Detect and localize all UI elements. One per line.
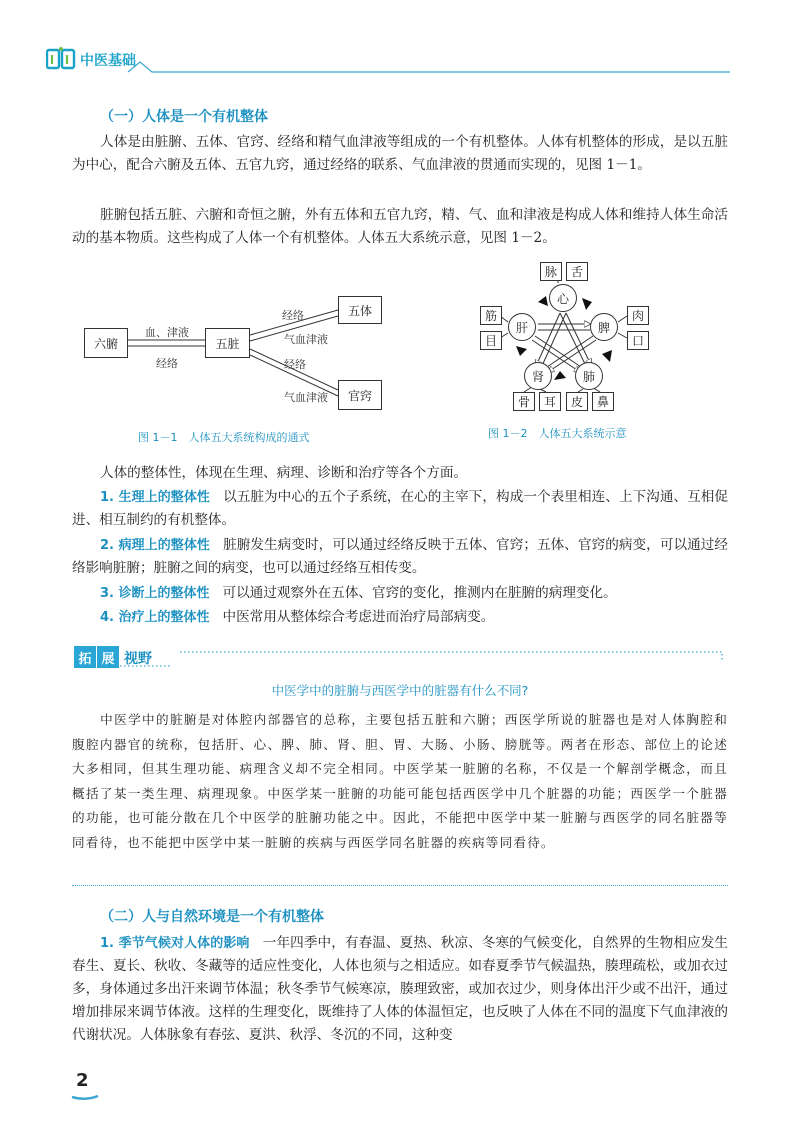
node-guanqiao: 官窍 [338,380,382,410]
section1-p1-text: 人体是由脏腑、五体、官窍、经络和精气血津液等组成的一个有机整体。人体有机整体的形成，是以五脏为中心，配合六腑及五体、五官九窍，通过经络的联系、气血津液的贯通而实现的，见图 1－1。 [72,134,728,173]
part-jin: 筋 [480,306,502,325]
label-qixuejinye-upper: 气血津液 [284,333,328,346]
label-jingluo-upper: 经络 [282,309,304,322]
part-mu: 目 [480,331,502,350]
organ-pi: 脾 [590,313,618,341]
integrity-item-2-text: 脏腑发生病变时，可以通过经络反映于五体、官窍；五体、官窍的病变，可以通过经络影响脏腑；脏腑之间的病变，也可以通过经络互相传变。 [72,537,729,576]
section2-item-text: 一年四季中，有春温、夏热、秋凉、冬寒的气候变化，自然界的生物相应发生春生、夏长、秋收、冬藏等的适应性变化，人体也须与之相适应。如春夏季节气候温热，腠理疏松，或加衣过多，身体通过多出汗来调节体温；秋冬季节气候寒凉，腠理致密，或加衣过少，则身体出汗少或不出汗，通过增加排尿来调节体液。这样的生理变化，既维持了人体的体温恒定，也反映了人体在不同的温度下气血津液的代谢状况。人体脉象有春弦、夏洪、秋浮、冬沉的不同，这种变 [72,935,729,1043]
section1-title: （一）人体是一个有机整体 [100,109,268,125]
integrity-item-1-head: 1. 生理上的整体性 [100,490,210,505]
part-she: 舌 [566,262,588,281]
integrity-item-3-text: 可以通过观察外在五体、官窍的变化，推测内在脏腑的病理变化。 [222,585,617,601]
figure-1-1-caption: 图 1－1 人体五大系统构成的通式 [138,431,310,444]
organ-fei: 肺 [575,362,603,390]
node-liufu: 六腑 [84,328,128,358]
node-wuzang: 五脏 [205,328,250,358]
extension-tag-shiye: 视野 [124,651,152,667]
section2-paragraph [72,932,728,1047]
extension-question: 中医学中的脏腑与西医学中的脏器有什么不同? [271,683,529,698]
integrity-intro-text: 人体的整体性，体现在生理、病理、诊断和治疗等各个方面。 [100,465,468,481]
organ-xin: 心 [549,284,577,312]
page-number-underline [70,1094,100,1102]
label-xue-jinye: 血、津液 [145,326,189,339]
organ-gan: 肝 [508,313,536,341]
header-title: 中医基础 [80,53,136,69]
integrity-item-2-head: 2. 病理上的整体性 [100,538,210,553]
section2-title: （二）人与自然环境是一个有机整体 [100,909,324,925]
part-pi-skin: 皮 [566,392,588,411]
extension-bottom-border [72,885,728,886]
integrity-item-1-text: 以五脏为中心的五个子系统，在心的主宰下，构成一个表里相连、上下沟通、互相促进、相互制约的有机整体。 [72,489,729,528]
part-rou: 肉 [627,306,649,325]
integrity-item-4-head: 4. 治疗上的整体性 [100,610,210,625]
label-jingluo-lower: 经络 [284,358,306,371]
extension-body-text: 中医学中的脏腑是对体腔内部器官的总称，主要包括五脏和六腑；西医学所说的脏器也是对人体胸腔和腹腔内器官的统称，包括肝、心、脾、肺、肾、胆、胃、大肠、小肠、膀胱等。两者在形态、部位上的论述大多相同，但其生理功能、病理含义却不完全相同。中医学某一脏腑的名称，不仅是一个解剖学概念，而且概括了某一类生理、病理现象。中医学某一脏腑的功能可能包括西医学中几个脏器的功能；西医学一个脏器的功能，也可能分散在几个中医学的脏腑功能之中。因此，不能把中医学中某一脏腑与西医学的同名脏器等同看待，也不能把中医学中某一脏腑的疾病与西医学同名脏器的疾病等同看待。 [72,712,728,850]
label-jingluo-bottom: 经络 [156,357,178,370]
part-bi: 鼻 [592,392,614,411]
part-kou: 口 [627,331,649,350]
figure-1-2-caption: 图 1－2 人体五大系统示意 [488,427,627,440]
page-number: 2 [76,1070,89,1091]
part-mai: 脉 [540,262,562,281]
part-gu: 骨 [513,392,535,411]
organ-shen: 肾 [524,362,552,390]
label-qixuejinye-lower: 气血津液 [284,391,328,404]
part-er: 耳 [539,392,561,411]
integrity-item-3-head: 3. 诊断上的整体性 [100,586,210,601]
section2-item-head: 1. 季节气候对人体的影响 [100,936,250,951]
node-wuti: 五体 [338,296,382,324]
section1-p2-text: 脏腑包括五脏、六腑和奇恒之腑，外有五体和五官九窍，精、气、血和津液是构成人体和维持人体生命活动的基本物质。这些构成了人体一个有机整体。人体五大系统示意，见图 1－2。 [72,207,728,246]
integrity-item-4-text: 中医常用从整体综合考虑进而治疗局部病变。 [222,609,495,625]
extension-tag-zhan: 展 [97,646,119,668]
extension-tag-tuo: 拓 [74,646,96,668]
extension-body [72,708,728,855]
